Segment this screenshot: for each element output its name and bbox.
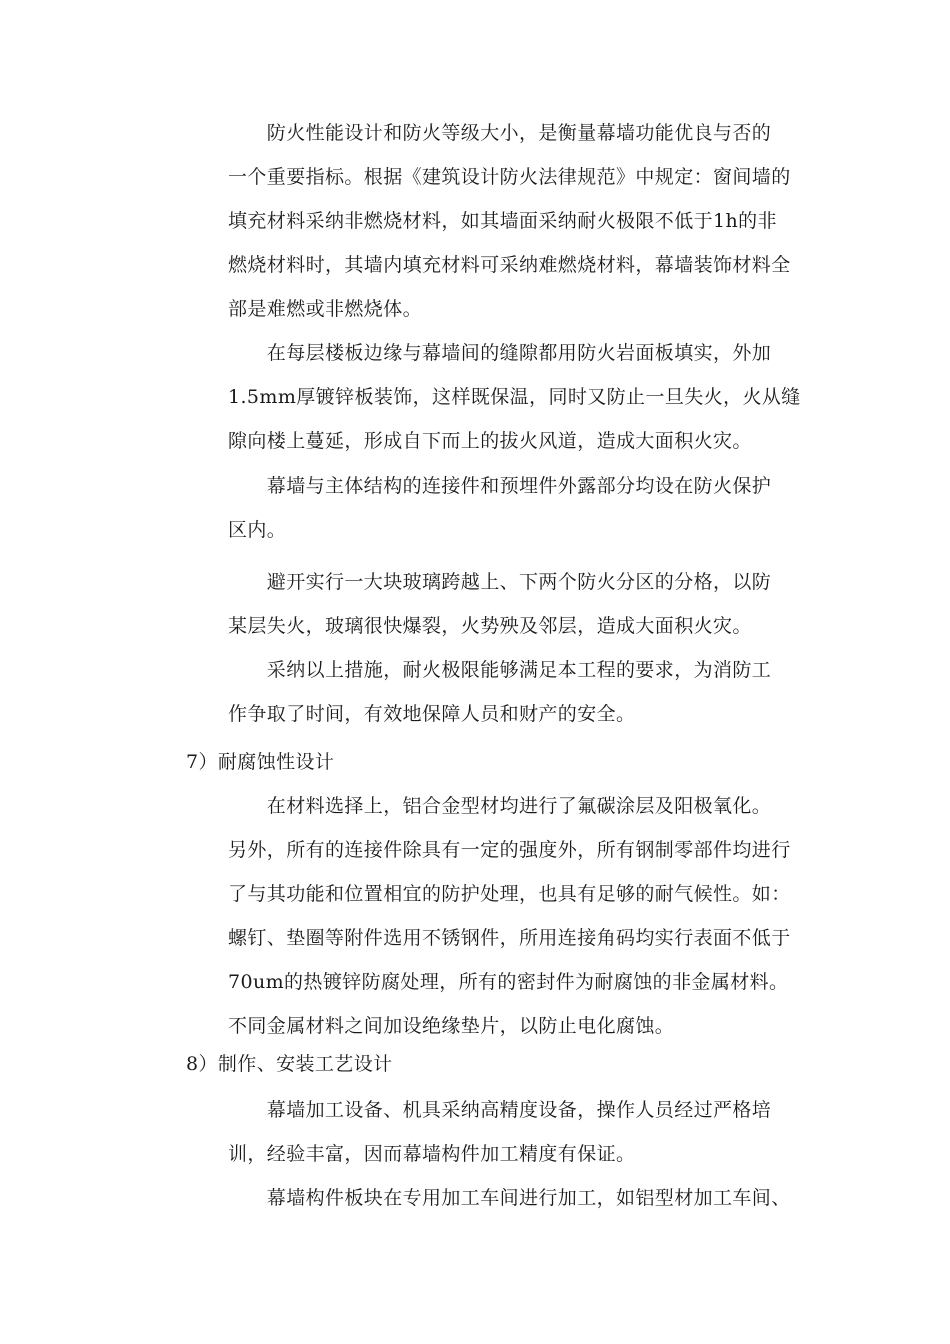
text-line: 燃烧材料时，其墙内填充材料可采纳难燃烧材料，幕墙装饰材料全 — [228, 254, 791, 276]
text-line: 幕墙构件板块在专用加工车间进行加工，如铝型材加工车间、 — [228, 1187, 791, 1209]
text-line: 螺钉、垫圈等附件选用不锈钢件，所用连接角码均实行表面不低于 — [228, 927, 791, 949]
text-line: 隙向楼上蔓延，形成自下而上的拔火风道，造成大面积火灾。 — [228, 430, 752, 452]
text-line: 采纳以上措施，耐火极限能够满足本工程的要求，为消防工 — [228, 659, 772, 681]
text-line: 了与其功能和位置相宜的防护处理，也具有足够的耐气候性。如： — [228, 883, 791, 905]
text-line: 另外，所有的连接件除具有一定的强度外，所有钢制零部件均进行 — [228, 839, 791, 861]
text-line: 防火性能设计和防火等级大小，是衡量幕墙功能优良与否的 — [228, 122, 772, 144]
text-line: 幕墙加工设备、机具采纳高精度设备，操作人员经过严格培 — [228, 1099, 772, 1121]
text-line: 幕墙与主体结构的连接件和预埋件外露部分均设在防火保护 — [228, 475, 772, 497]
paragraph-slab-gap — [228, 331, 820, 463]
text-line: 在材料选择上，铝合金型材均进行了氟碳涂层及阳极氧化。 — [228, 795, 772, 817]
text-line: 训，经验丰富，因而幕墙构件加工精度有保证。 — [228, 1143, 636, 1165]
paragraph-glass-partition — [228, 560, 820, 648]
text-line: 1.5mm厚镀锌板装饰，这样既保温，同时又防止一旦失火，火从缝 — [228, 386, 801, 408]
paragraph-equipment — [228, 1088, 820, 1176]
text-line: 在每层楼板边缘与幕墙间的缝隙都用防火岩面板填实，外加 — [228, 342, 772, 364]
section-heading-fabrication: 8）制作、安装工艺设计 — [186, 1053, 393, 1075]
text-line: 填充材料采纳非燃烧材料，如其墙面采纳耐火极限不低于1h的非 — [228, 210, 777, 232]
paragraph-connectors — [228, 464, 820, 552]
paragraph-workshop — [228, 1176, 820, 1220]
text-line: 部是难燃或非燃烧体。 — [228, 298, 423, 320]
text-line: 区内。 — [228, 519, 287, 541]
paragraph-measures — [228, 648, 820, 736]
text-line: 某层失火，玻璃很快爆裂，火势殃及邻层，造成大面积火灾。 — [228, 615, 752, 637]
section-heading-corrosion: 7）耐腐蚀性设计 — [186, 751, 335, 773]
text-line: 一个重要指标。根据《建筑设计防火法律规范》中规定：窗间墙的 — [228, 166, 791, 188]
text-line: 70um的热镀锌防腐处理，所有的密封件为耐腐蚀的非金属材料。 — [228, 971, 789, 993]
text-line: 避开实行一大块玻璃跨越上、下两个防火分区的分格，以防 — [228, 571, 772, 593]
text-line: 不同金属材料之间加设绝缘垫片，以防止电化腐蚀。 — [228, 1015, 675, 1037]
paragraph-corrosion — [228, 784, 820, 1048]
paragraph-fire-rating — [228, 111, 820, 331]
text-line: 作争取了时间，有效地保障人员和财产的安全。 — [228, 703, 636, 725]
